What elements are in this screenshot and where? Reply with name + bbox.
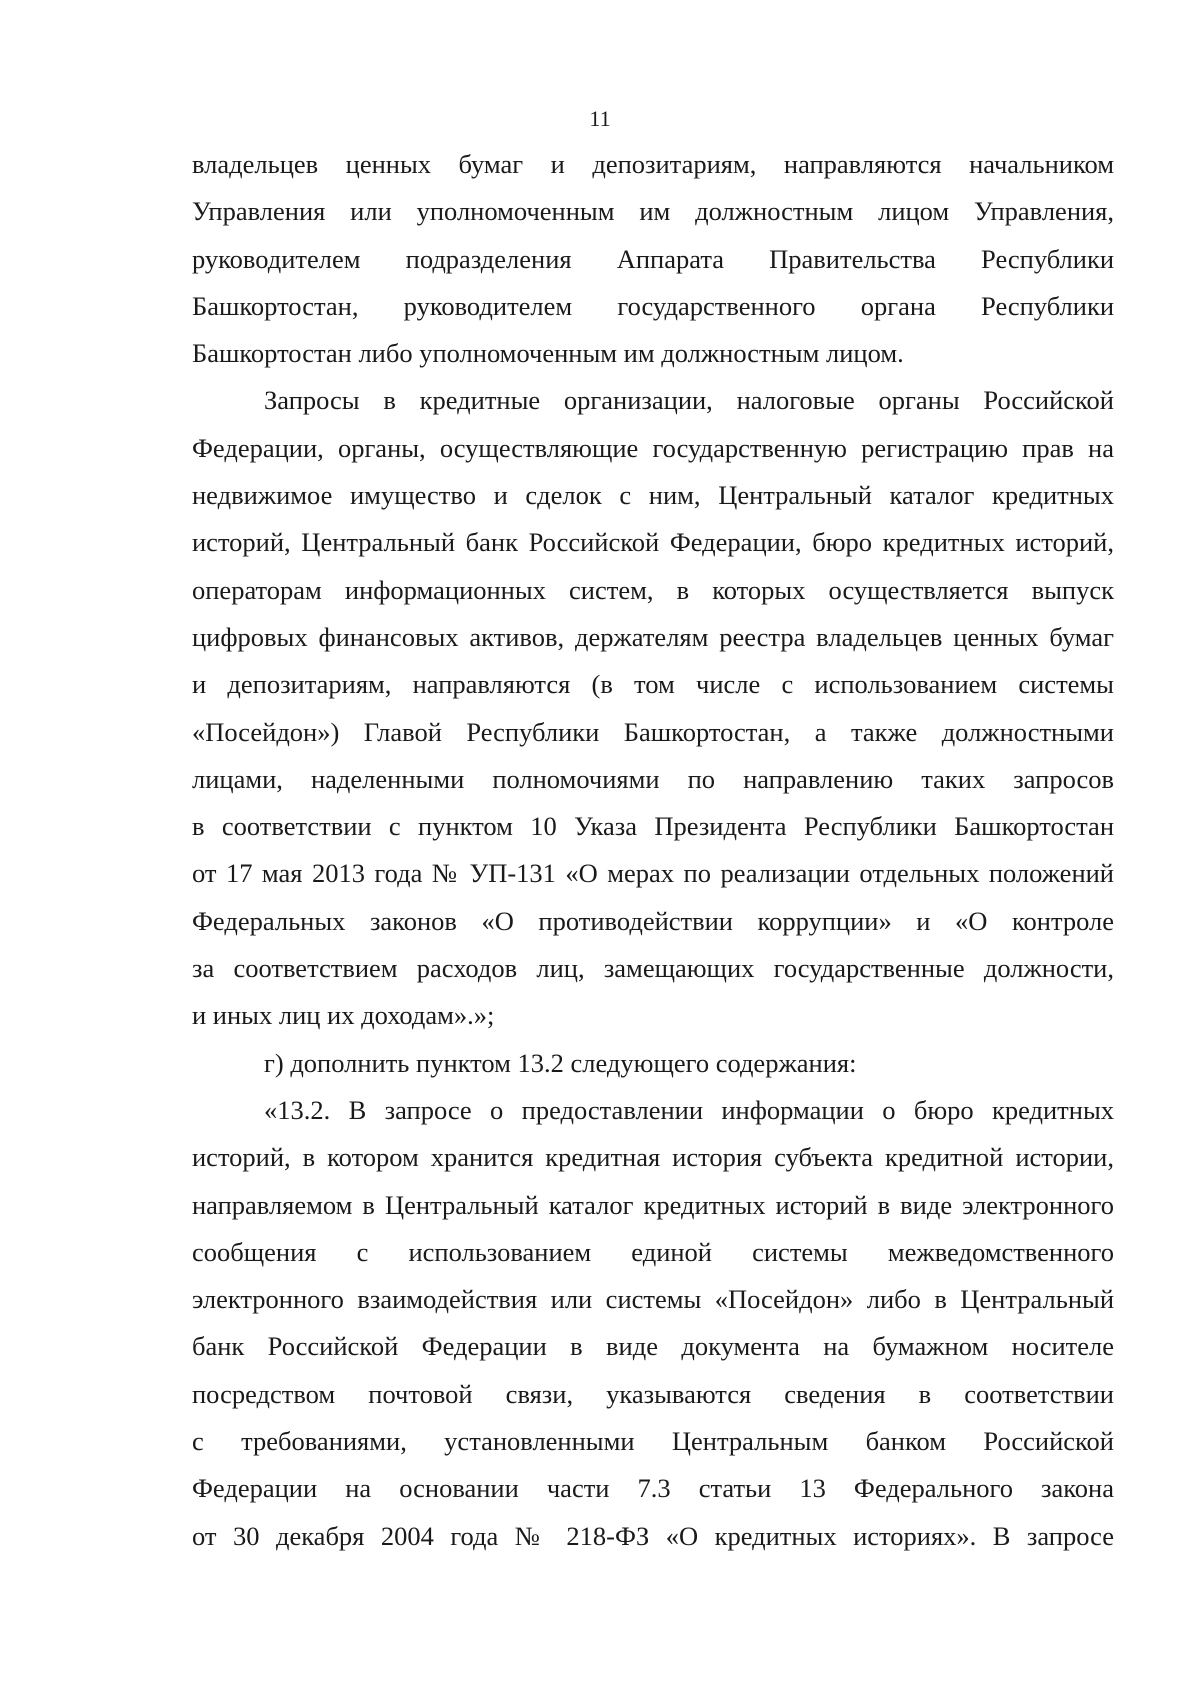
text-line: и иных лиц их доходам».»; (192, 1000, 495, 1031)
text-line: от 17 мая 2013 года № УП-131 «О мерах по реализации отдельных положений (192, 858, 1114, 889)
text-line: Федерации на основании части 7.3 статьи 13 Федерального закона (192, 1473, 1114, 1504)
text-line: Федеральных законов «О противодействии коррупции» и «О контроле (192, 905, 1114, 936)
text-line: с требованиями, установленными Центральным банком Российской (192, 1426, 1114, 1457)
text-line: лицами, наделенными полномочиями по направлению таких запросов (192, 763, 1114, 794)
text-line: историй, Центральный банк Российской Федерации, бюро кредитных историй, (192, 527, 1114, 558)
text-line: сообщения с использованием единой системы межведомственного (192, 1236, 1114, 1267)
text-line: г) дополнить пунктом 13.2 следующего содержания: (264, 1047, 857, 1078)
text-line: Башкортостан либо уполномоченным им должностным лицом. (192, 338, 904, 369)
text-line: владельцев ценных бумаг и депозитариям, направляются начальником (192, 149, 1114, 179)
text-line: Башкортостан, руководителем государственного органа Республики (192, 290, 1114, 321)
text-line: электронного взаимодействия или системы «Посейдон» либо в Центральный (192, 1284, 1114, 1315)
text-line: направляемом в Центральный каталог кредитных историй в виде электронного (192, 1189, 1114, 1220)
text-line: «Посейдон») Главой Республики Башкортостан, а также должностными (192, 716, 1114, 747)
text-line: цифровых финансовых активов, держателям реестра владельцев ценных бумаг (192, 621, 1114, 652)
text-line: Запросы в кредитные организации, налоговые органы Российской (264, 385, 1114, 416)
text-line: историй, в котором хранится кредитная история субъекта кредитной истории, (192, 1142, 1114, 1173)
text-line: операторам информационных систем, в которых осуществляется выпуск (192, 574, 1114, 605)
document-body (192, 141, 1114, 1560)
text-line: и депозитариям, направляются (в том числе с использованием системы (192, 669, 1114, 700)
text-line: Федерации, органы, осуществляющие государственную регистрацию прав на (192, 432, 1114, 463)
text-line: посредством почтовой связи, указываются сведения в соответствии (192, 1378, 1114, 1409)
text-line: от 30 декабря 2004 года № 218-ФЗ «О кредитных историях». В запросе (192, 1520, 1114, 1551)
text-line: руководителем подразделения Аппарата Правительства Республики (192, 243, 1114, 274)
text-line: «13.2. В запросе о предоставлении информации о бюро кредитных (264, 1094, 1114, 1125)
text-line: банк Российской Федерации в виде документа на бумажном носителе (192, 1331, 1114, 1362)
text-line: за соответствием расходов лиц, замещающих государственные должности, (192, 953, 1114, 984)
text-line: в соответствии с пунктом 10 Указа Президента Республики Башкортостан (192, 811, 1114, 842)
page-number: 11 (589, 106, 611, 131)
text-line: недвижимое имущество и сделок с ним, Центральный каталог кредитных (192, 480, 1114, 511)
text-line: Управления или уполномоченным им должностным лицом Управления, (192, 196, 1114, 227)
